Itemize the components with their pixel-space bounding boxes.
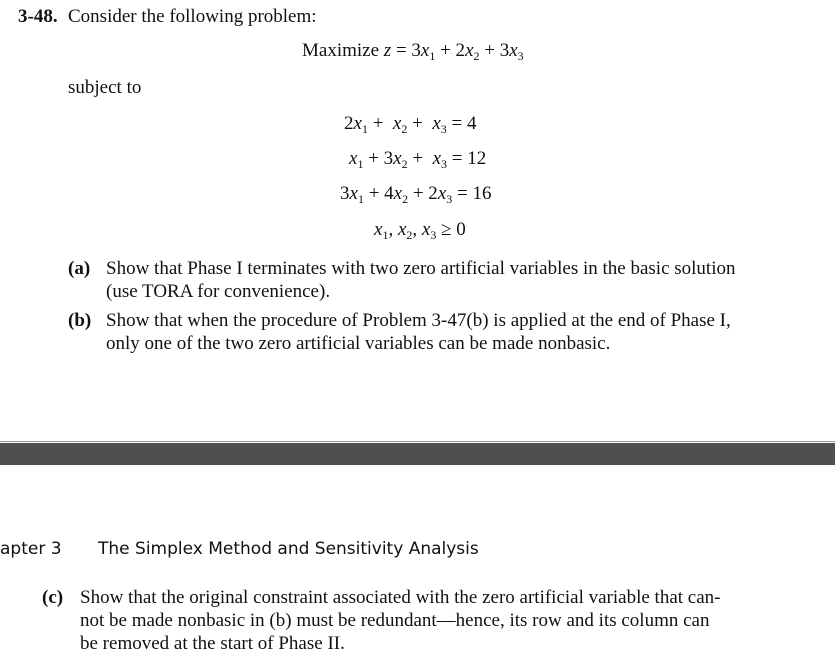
part-b-label: (b) [68, 310, 92, 331]
nonnegativity-constraint: $x_1$, $x_2$, $x_3 \ge 0$ [374, 219, 466, 242]
part-a-line-2: (use TORA for convenience). [106, 281, 331, 302]
chapter-label: apter 3 [0, 539, 62, 559]
part-b-line-1: Show that when the procedure of Problem 3-47(b) is applied at the end of Phase I, [106, 310, 731, 331]
page-divider-line [0, 441, 835, 442]
subject-to-label: subject to [68, 77, 142, 98]
page-break-band [0, 443, 835, 465]
constraint-2: $x_1 + 3x_2 + x_3 = 12$ [349, 148, 487, 171]
part-c-line-1: Show that the original constraint associated with the zero artificial variable that can- [80, 587, 721, 608]
chapter-title: The Simplex Method and Sensitivity Analysis [98, 539, 479, 559]
problem-number: 3-48. [18, 6, 58, 27]
part-c-label: (c) [42, 587, 64, 608]
part-c-line-2: not be made nonbasic in (b) must be redundant—hence, its row and its column can [80, 610, 710, 631]
part-b-line-2: only one of the two zero artificial variables can be made nonbasic. [106, 333, 611, 354]
part-a-line-1: Show that Phase I terminates with two zero artificial variables in the basic solution [106, 258, 736, 279]
problem-intro: Consider the following problem: [68, 6, 317, 27]
constraint-1: $2x_1 + x_2 + x_3 = 4$ [344, 113, 477, 136]
objective-function: Maximize $z = 3x_1 + 2x_2 + 3x_3$ [302, 40, 524, 63]
part-c-line-3: be removed at the start of Phase II. [80, 633, 345, 654]
part-a-label: (a) [68, 258, 91, 279]
constraint-3: $3x_1 + 4x_2 + 2x_3 = 16$ [340, 183, 492, 206]
